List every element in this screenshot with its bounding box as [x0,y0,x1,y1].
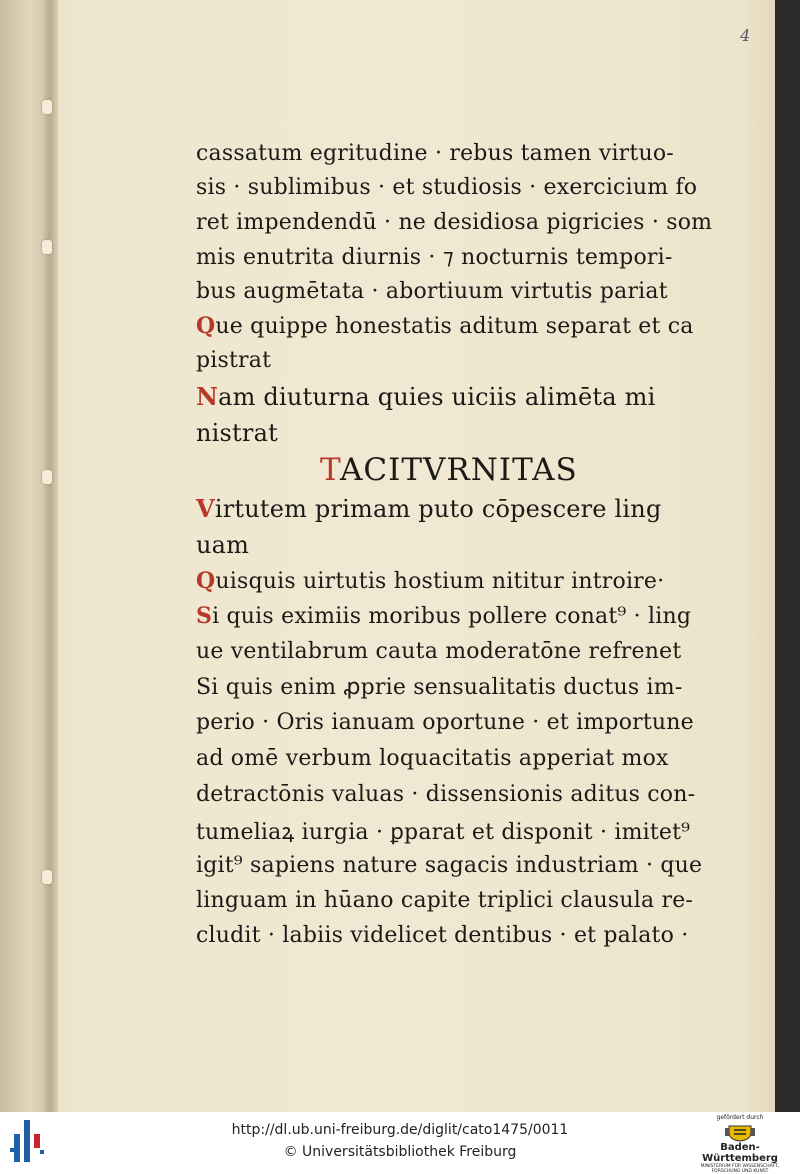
rubricated-initial: V [196,494,215,523]
text-line [196,745,669,771]
rubricated-initial: T [320,452,340,488]
permalink-url[interactable]: http://dl.ub.uni-freiburg.de/diglit/cato1475/0011 [231,1122,569,1138]
line-text: uam [196,531,250,559]
line-text: linguam in hūano capite triplici clausula re- [196,888,694,913]
footer-bar [0,1112,800,1174]
text-line [196,674,682,700]
text-line [196,638,681,664]
line-text: nistrat [196,419,278,447]
text-line [196,530,249,559]
rubricated-initial: Q [196,313,216,339]
line-text: cassatum egritudine · rebus tamen virtuo- [196,141,674,166]
binding-stitch [42,240,52,254]
heading-text: ACITVRNITAS [339,452,578,488]
text-line [196,418,278,447]
line-text: mis enutrita diurnis · ⁊ nocturnis tempori- [196,245,673,270]
section-heading [320,452,578,488]
state-crest-icon [725,1122,755,1142]
rubricated-initial: Q [196,568,216,594]
text-line [196,278,668,304]
line-text: igit⁹ sapiens nature sagacis industriam · que [196,853,703,878]
text-line [196,209,712,235]
line-text: detractōnis valuas · dissensionis aditus con- [196,782,696,807]
line-text: ret impendendū · ne desidiosa pigricies · som [196,210,713,235]
text-line [196,781,695,807]
line-text: am diuturna quies uiciis alimēta mi [218,383,656,411]
line-text: ue quippe honestatis aditum separat et ca [215,314,694,339]
line-text: tumeliaꝝ iurgia · ꝑparat et disponit · imitet⁹ [196,820,691,845]
text-line [196,244,672,270]
line-text: ue ventilabrum cauta moderatōne refrenet [196,639,682,664]
binding-stitch [42,470,52,484]
text-line [196,603,691,629]
text-line [196,568,664,594]
line-text: Si quis enim ꝓprie sensualitatis ductus im- [196,675,683,700]
copyright-notice: © Universitätsbibliothek Freiburg [283,1144,517,1160]
text-line [196,816,690,846]
line-text: i quis eximiis moribus pollere conat⁹ · ling [212,604,692,629]
text-line [196,887,693,913]
sponsor-ministry: MINISTERIUM FÜR WISSENSCHAFT, FORSCHUNG UND KUNST [700,1164,780,1174]
text-line [196,313,694,339]
text-line [196,347,271,373]
text-line [196,494,662,523]
text-line [196,922,688,948]
text-line [196,709,694,735]
sponsor-block [686,1114,794,1174]
sponsor-state: Baden-Württemberg [702,1142,778,1164]
line-text: ad omē verbum loquacitatis apperiat mox [196,746,669,771]
binding-stitch [42,870,52,884]
line-text: perio · Oris ianuam oportune · et importune [196,710,694,735]
line-text: bus augmētata · abortiuum virtutis pariat [196,279,668,304]
line-text: sis · sublimibus · et studiosis · exercicium fo [196,175,698,200]
rubricated-initial: N [196,382,219,411]
line-text: uisquis uirtutis hostium nititur introire· [215,569,665,594]
gutter-fold [0,0,58,1112]
text-line [196,140,674,166]
rubricated-initial: S [196,603,213,629]
folio-number: 4 [740,26,751,45]
text-line [196,852,702,878]
line-text: irtutem primam puto cōpescere ling [214,495,662,523]
line-text: pistrat [196,348,272,373]
text-line [196,382,655,411]
binding-stitch [42,100,52,114]
line-text: cludit · labiis videlicet dentibus · et palato · [196,923,689,948]
sponsor-label: gefördert durch [716,1114,764,1121]
text-line [196,174,697,200]
